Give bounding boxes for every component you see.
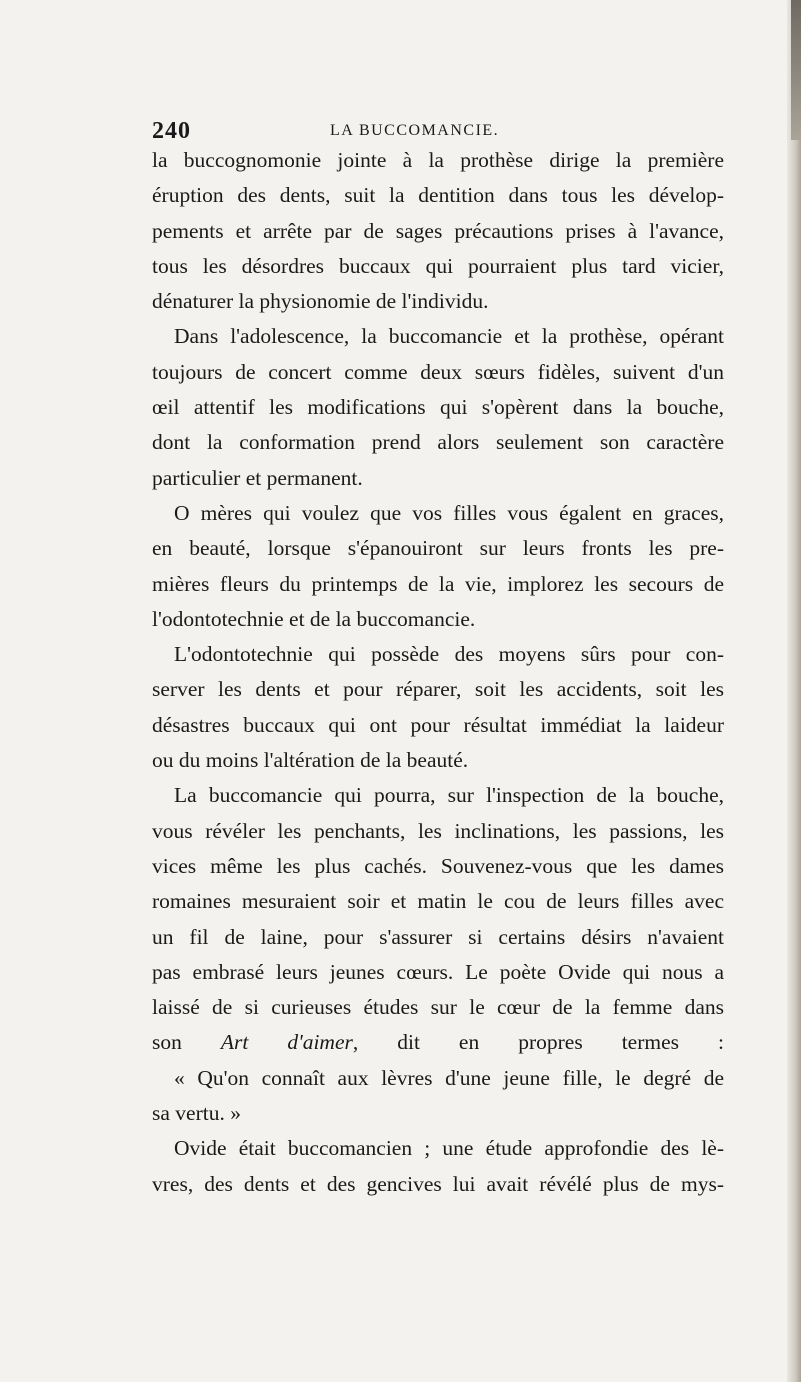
quote-line: « Qu'on connaît aux lèvres d'une jeune fille, le degré de — [174, 1065, 724, 1090]
text-line: romaines mesuraient soir et matin le cou de leurs filles avec — [152, 889, 724, 914]
text-fragment: son — [152, 1030, 221, 1055]
text-line: en beauté, lorsque s'épanouiront sur leurs fronts les pre- — [152, 536, 724, 561]
page-edge — [787, 0, 801, 1382]
running-head — [152, 118, 712, 142]
text-line: Ovide était buccomancien ; une étude approfondie des lè- — [174, 1136, 724, 1161]
body-text — [152, 143, 724, 1202]
text-line: dont la conformation prend alors seulement son caractère — [152, 430, 724, 455]
text-line: laissé de si curieuses études sur le cœur de la femme dans — [152, 995, 724, 1020]
text-line: pas embrasé leurs jeunes cœurs. Le poète Ovide qui nous a — [152, 959, 724, 984]
page-number: 240 — [152, 118, 191, 144]
text-line: O mères qui voulez que vos filles vous égalent en graces, — [174, 500, 724, 525]
text-line: dénaturer la physionomie de l'individu. — [152, 289, 489, 314]
text-line: server les dents et pour réparer, soit les accidents, soit les — [152, 677, 724, 702]
text-line: vous révéler les penchants, les inclinations, les passions, les — [152, 818, 724, 843]
text-line: pements et arrête par de sages précautions prises à l'avance, — [152, 218, 724, 243]
text-line: œil attentif les modifications qui s'opèrent dans la bouche, — [152, 395, 724, 420]
text-line: La buccomancie qui pourra, sur l'inspection de la bouche, — [174, 783, 724, 808]
text-line: ou du moins l'altération de la beauté. — [152, 748, 469, 773]
text-line: mières fleurs du printemps de la vie, implorez les secours de — [152, 571, 724, 596]
text-line: L'odontotechnie qui possède des moyens sûrs pour con- — [174, 642, 724, 667]
text-line-with-title — [152, 1025, 724, 1060]
text-line: désastres buccaux qui ont pour résultat immédiat la laideur — [152, 712, 724, 737]
text-line: toujours de concert comme deux sœurs fidèles, suivent d'un — [152, 359, 724, 384]
running-title: LA BUCCOMANCIE. — [330, 122, 500, 139]
text-fragment: , dit en propres termes : — [352, 1030, 724, 1055]
text-line: un fil de laine, pour s'assurer si certains désirs n'avaient — [152, 924, 724, 949]
quote-line: sa vertu. » — [152, 1101, 241, 1126]
text-line: l'odontotechnie et de la buccomancie. — [152, 606, 476, 631]
text-line: la buccognomonie jointe à la prothèse dirige la première — [152, 148, 724, 172]
text-line: vres, des dents et des gencives lui avait révélé plus de mys- — [152, 1171, 724, 1196]
text-line: tous les désordres buccaux qui pourraient plus tard vicier, — [152, 253, 724, 278]
text-line: vices même les plus cachés. Souvenez-vous que les dames — [152, 853, 724, 878]
page-edge-shadow — [791, 0, 801, 140]
text-line: Dans l'adolescence, la buccomancie et la prothèse, opérant — [174, 324, 724, 349]
text-line: particulier et permanent. — [152, 465, 363, 490]
text-line: éruption des dents, suit la dentition dans tous les dévelop- — [152, 183, 724, 208]
book-title: Art d'aimer — [220, 1030, 353, 1055]
